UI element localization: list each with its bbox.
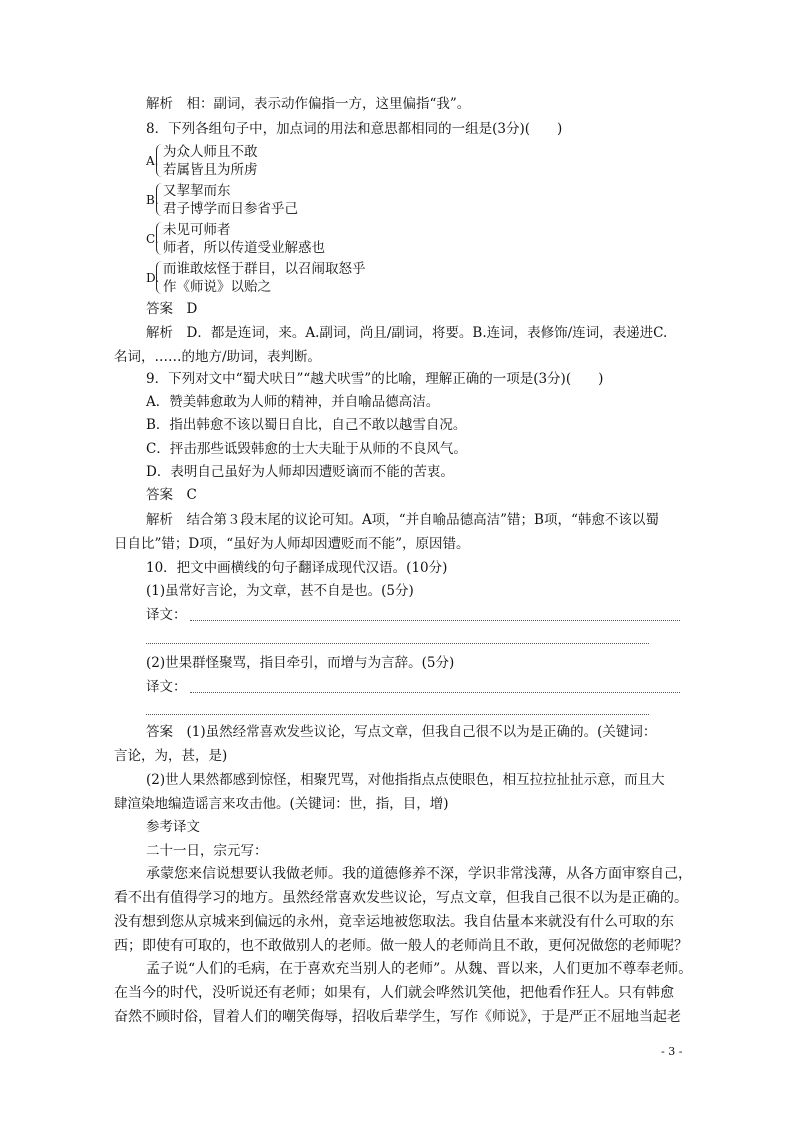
translation-label-1: 译文： — [146, 607, 187, 623]
analysis-9: 解析 结合第３段末尾的议论可知。A项，“并自喻品德高洁”错；B项，“韩愈不该以蜀 — [146, 512, 659, 528]
translation-paragraph-2: 孟子说“人们的毛病，在于喜欢充当别人的老师”。从魏、晋以来，人们更加不尊奉老师。 — [146, 961, 693, 977]
brace-icon — [156, 144, 162, 177]
brace-icon — [156, 183, 162, 216]
question-9-option-d: D．表明自己虽好为人师却因遭贬谪而不能的苦衷。 — [146, 464, 454, 480]
answer-blank-line — [146, 714, 649, 715]
option-letter: A. — [146, 154, 159, 168]
brace-icon — [156, 261, 162, 294]
question-9: 9．下列对文中“蜀犬吠日”“越犬吠雪”的比喻，理解正确的一项是(3分)( ) — [146, 371, 604, 387]
option-sentence-1: 未见可师者 — [163, 222, 231, 238]
brace-icon — [156, 222, 162, 255]
option-sentence-2: 师者，所以传道受业解惑也 — [163, 240, 325, 256]
question-9-option-c: C．抨击那些诋毁韩愈的士大夫耻于从师的不良风气。 — [146, 441, 467, 457]
answer-10: 答案 (1)虽然经常喜欢发些议论，写点文章，但我自己很不以为是正确的。(关键词： — [146, 724, 657, 740]
analysis-8-cont: 名词，……的地方/助词，表判断。 — [114, 349, 322, 365]
option-sentence-1: 而谁敢炫怪于群目，以召闹取怒乎 — [163, 261, 366, 277]
reference-translation-heading: 参考译文 — [146, 819, 200, 835]
question-9-option-b: B．指出韩愈不该以蜀日自比，自己不敢以越雪自况。 — [146, 417, 467, 433]
option-d — [146, 260, 666, 296]
question-10-part-1: (1)虽常好言论，为文章，甚不自是也。(5分) — [146, 583, 414, 599]
question-8: 8．下列各组句子中，加点词的用法和意思都相同的一组是(3分)( ) — [146, 121, 563, 137]
question-10-part-2: (2)世果群怪聚骂，指目牵引，而增与为言辞。(5分) — [146, 655, 455, 671]
answer-10-part-2-cont: 肆渲染地编造谣言来攻击他。(关键词：世，指，目，增) — [114, 796, 449, 812]
option-letter: C. — [146, 232, 159, 246]
option-sentence-1: 为众人师且不敢 — [163, 144, 258, 160]
answer-8: 答案 D — [146, 301, 198, 317]
page-number: - 3 - — [661, 1045, 683, 1058]
analysis-8: 解析 D．都是连词，来。A.副词，尚且/副词，将要。B.连词，表修饰/连词，表递进C. — [146, 325, 668, 341]
translation-paragraph-2-line: 奋然不顾时俗，冒着人们的嘲笑侮辱，招收后辈学生，写作《师说》，于是严正不屈地当起老 — [114, 1009, 681, 1025]
option-letter: B. — [146, 193, 159, 207]
option-a — [146, 143, 666, 179]
question-9-option-a: A．赞美韩愈敢为人师的精神，并自喻品德高洁。 — [146, 394, 440, 410]
translation-paragraph-1-line: 西；即使有可取的，也不敢做别人的老师。做一般人的老师尚且不敢，更何况做您的老师呢？ — [114, 938, 688, 954]
translation-date-line: 二十一日，宗元写： — [146, 843, 268, 859]
option-sentence-2: 若属皆且为所虏 — [163, 162, 258, 178]
answer-9: 答案 C — [146, 487, 197, 503]
translation-paragraph-2-line: 在当今的时代，没听说还有老师；如果有，人们就会哗然讥笑他，把他看作狂人。只有韩愈 — [114, 985, 674, 1001]
answer-blank-line — [190, 620, 680, 621]
answer-10-cont: 言论，为，甚，是) — [114, 748, 228, 764]
option-sentence-2: 君子博学而日参省乎己 — [163, 201, 298, 217]
translation-label-2: 译文： — [146, 679, 187, 695]
option-sentence-1: 又挈挈而东 — [163, 183, 231, 199]
option-sentence-2: 作《师说》以贻之 — [163, 279, 271, 295]
option-b — [146, 182, 666, 218]
translation-paragraph-1-line: 没有想到您从京城来到偏远的永州，竟幸运地被您取法。我自估量本来就没有什么可取的东 — [114, 914, 674, 930]
translation-paragraph-1: 承蒙您来信说想要认我做老师。我的道德修养不深，学识非常浅薄，从各方面审察自己， — [146, 866, 692, 882]
analysis-line: 解析 相：副词，表示动作偏指一方，这里偏指“我”。 — [146, 96, 471, 112]
answer-blank-line — [190, 692, 680, 693]
question-10: 10．把文中画横线的句子翻译成现代汉语。(10分) — [146, 560, 448, 576]
analysis-9-cont: 日自比”错；D项，“虽好为人师却因遭贬而不能”，原因错。 — [114, 536, 470, 552]
answer-blank-line — [146, 643, 649, 644]
option-letter: D. — [146, 271, 160, 285]
option-c — [146, 221, 666, 257]
translation-paragraph-1-line: 看不出有值得学习的地方。虽然经常喜欢发些议论，写点文章，但我自己很不以为是正确的。 — [114, 890, 688, 906]
answer-10-part-2: (2)世人果然都感到惊怪，相聚咒骂，对他指指点点使眼色，相互拉拉扯扯示意，而且大 — [146, 772, 665, 788]
